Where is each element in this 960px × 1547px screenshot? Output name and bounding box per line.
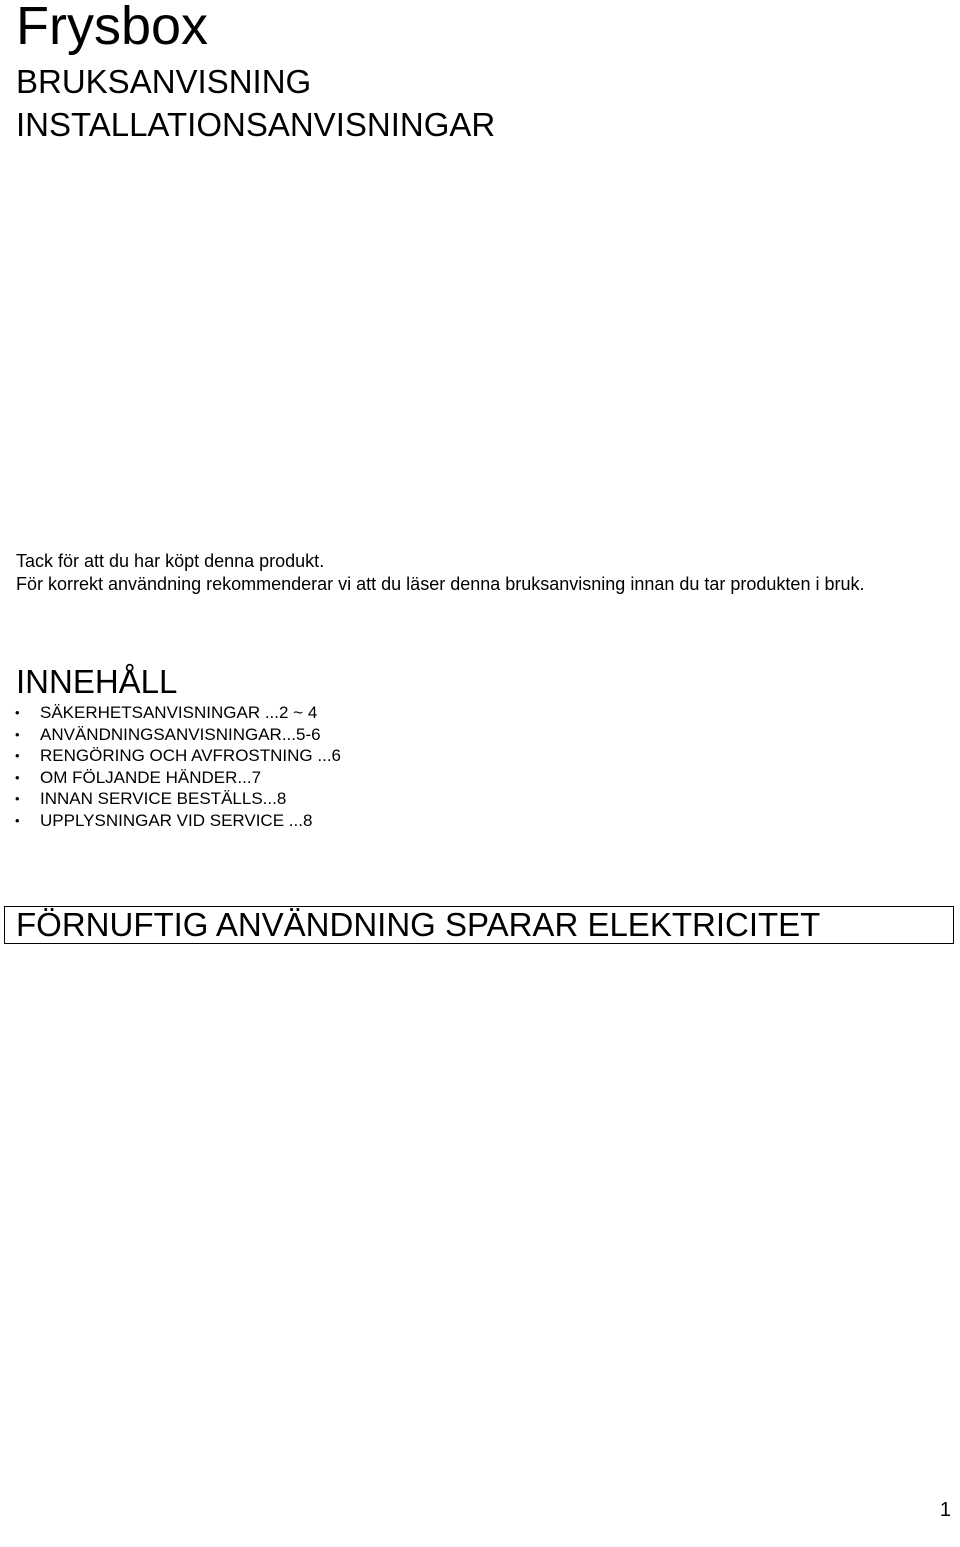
contents-item-label: SÄKERHETSANVISNINGAR ...2 ~ 4	[40, 703, 318, 722]
energy-saving-banner	[4, 906, 954, 944]
contents-item	[14, 724, 341, 746]
document-subtitle-manual: BRUKSANVISNING	[16, 63, 312, 100]
bullet-icon: •	[15, 748, 20, 763]
bullet-icon: •	[15, 769, 20, 785]
bullet-icon: •	[15, 705, 20, 720]
contents-item-label: INNAN SERVICE BESTÄLLS...8	[40, 789, 287, 808]
contents-item-label: ANVÄNDNINGSANVISNINGAR...5-6	[40, 724, 321, 744]
contents-item	[14, 788, 341, 810]
intro-recommendation: För korrekt användning rekommenderar vi att du läser denna bruksanvisning innan du tar produkten i bruk.	[16, 574, 865, 594]
intro-text	[16, 550, 946, 596]
contents-item	[14, 810, 341, 832]
document-subtitle-installation: INSTALLATIONSANVISNINGAR	[16, 106, 496, 143]
energy-saving-banner-text: FÖRNUFTIG ANVÄNDNING SPARAR ELEKTRICITET	[16, 906, 821, 943]
bullet-icon: •	[15, 726, 20, 742]
contents-heading: INNEHÅLL	[16, 663, 178, 700]
document-title: Frysbox	[16, 0, 209, 56]
contents-item	[14, 702, 341, 724]
bullet-icon: •	[15, 791, 20, 806]
intro-thanks: Tack för att du har köpt denna produkt.	[16, 551, 325, 571]
contents-item	[14, 745, 341, 767]
bullet-icon: •	[15, 812, 20, 828]
contents-item-label: OM FÖLJANDE HÄNDER...7	[40, 767, 262, 787]
contents-item-label: UPPLYSNINGAR VID SERVICE ...8	[40, 810, 313, 830]
contents-item	[14, 767, 341, 789]
contents-list	[14, 702, 341, 831]
page-number: 1	[939, 1499, 951, 1521]
contents-item-label: RENGÖRING OCH AVFROSTNING ...6	[40, 746, 341, 765]
